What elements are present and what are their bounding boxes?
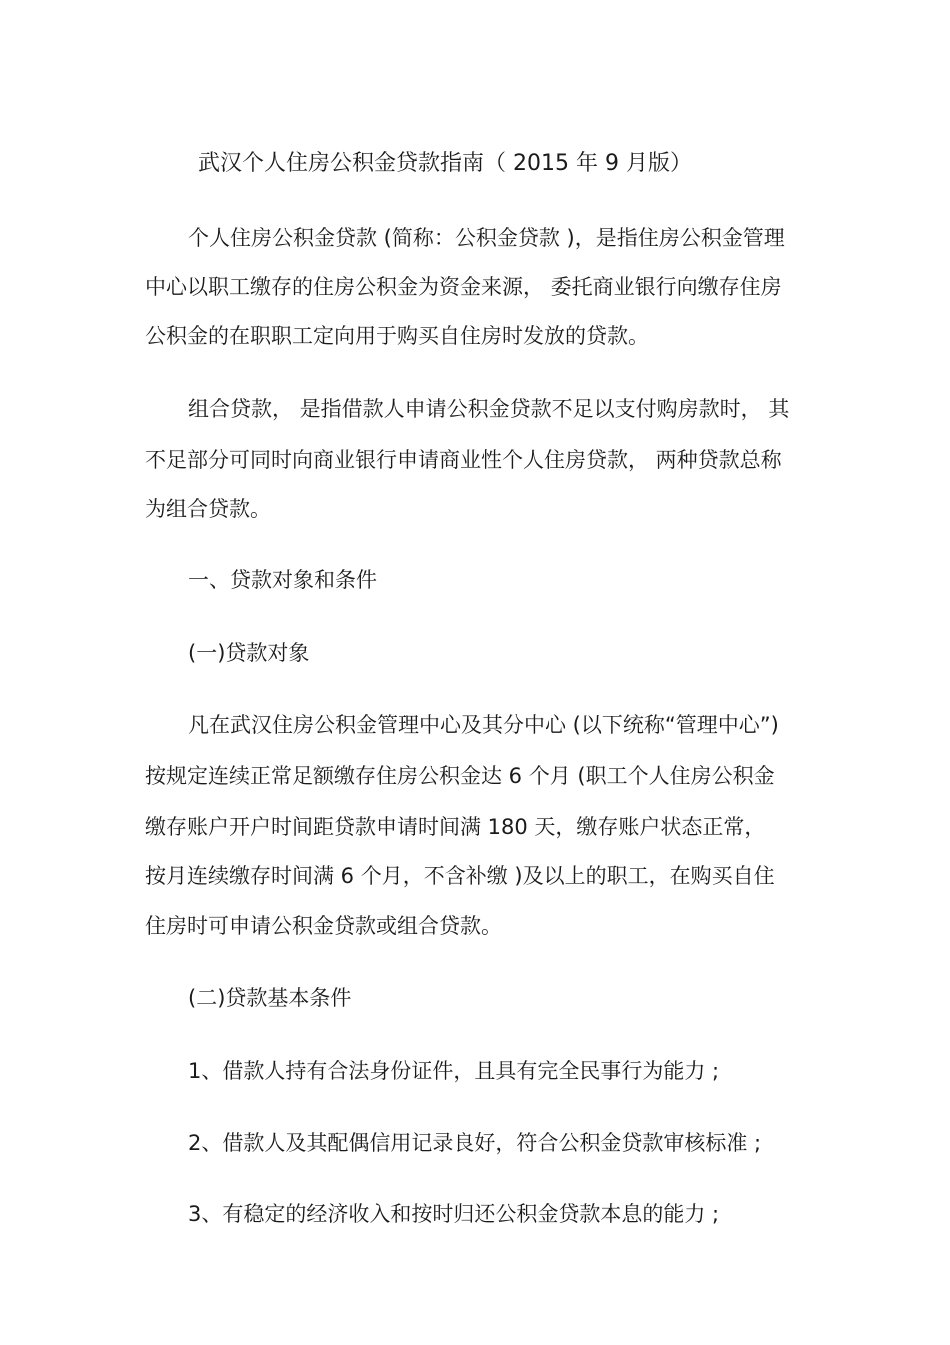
subsection-heading: (一)贷款对象 xyxy=(188,641,310,665)
paragraph-line: 按月连续缴存时间满 6 个月，不含补缴 )及以上的职工，在购买自住 xyxy=(145,864,775,888)
paragraph-line: 个人住房公积金贷款 (简称：公积金贷款 )，是指住房公积金管理 xyxy=(188,226,785,250)
list-item: 1、借款人持有合法身份证件，且具有完全民事行为能力 ; xyxy=(188,1059,720,1083)
paragraph-line: 缴存账户开户时间距贷款申请时间满 180 天，缴存账户状态正常， xyxy=(145,815,766,839)
list-item: 3、有稳定的经济收入和按时归还公积金贷款本息的能力 ; xyxy=(188,1202,720,1226)
subsection-heading: (二)贷款基本条件 xyxy=(188,986,352,1010)
paragraph-line: 中心以职工缴存的住房公积金为资金来源， 委托商业银行向缴存住房 xyxy=(145,275,782,299)
document-title: 武汉个人住房公积金贷款指南（ 2015 年 9 月版） xyxy=(198,151,692,176)
list-item: 2、借款人及其配偶信用记录良好，符合公积金贷款审核标准 ; xyxy=(188,1131,762,1155)
paragraph-line: 组合贷款， 是指借款人申请公积金贷款不足以支付购房款时， 其 xyxy=(188,397,790,421)
paragraph-line: 住房时可申请公积金贷款或组合贷款。 xyxy=(145,914,502,938)
paragraph-line: 为组合贷款。 xyxy=(145,497,271,521)
paragraph-line: 公积金的在职职工定向用于购买自住房时发放的贷款。 xyxy=(145,324,649,348)
paragraph-line: 按规定连续正常足额缴存住房公积金达 6 个月 (职工个人住房公积金 xyxy=(145,764,775,788)
paragraph-line: 不足部分可同时向商业银行申请商业性个人住房贷款， 两种贷款总称 xyxy=(145,448,782,472)
section-heading: 一、贷款对象和条件 xyxy=(188,568,377,592)
paragraph-line: 凡在武汉住房公积金管理中心及其分中心 (以下统称“管理中心”) xyxy=(188,713,779,737)
